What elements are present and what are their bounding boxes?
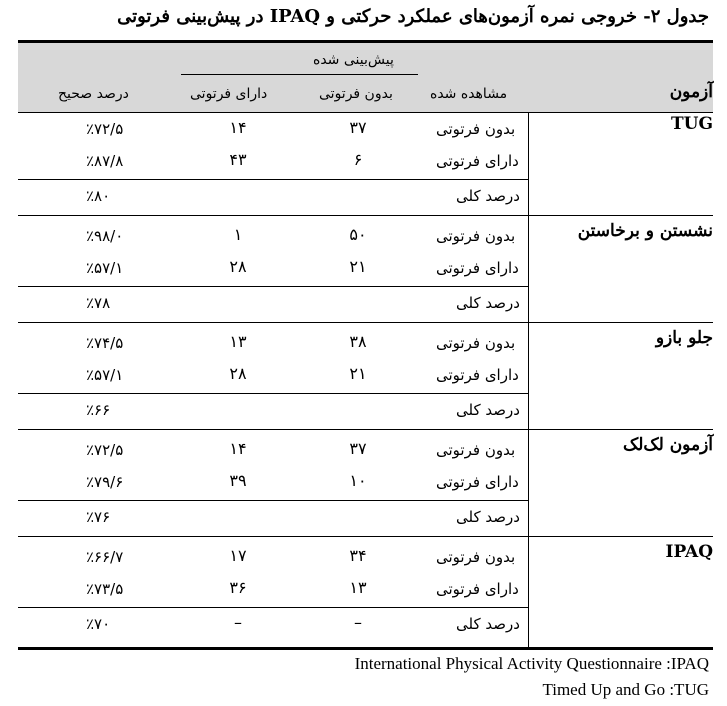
not-frail-count: ۶ — [353, 150, 363, 169]
group-separator — [18, 322, 713, 323]
overall-label: درصد کلی — [456, 401, 520, 419]
row-label: دارای فرتوتی — [436, 259, 519, 277]
not-frail-count: ۳۴ — [349, 546, 367, 565]
overall-label: درصد کلی — [456, 508, 520, 526]
test-name: جلو بازو — [655, 328, 713, 348]
overall-percent: ٪۷۸ — [86, 294, 111, 312]
row-label: دارای فرتوتی — [436, 152, 519, 170]
footnote-ipaq: International Physical Activity Questionnaire :IPAQ — [354, 654, 709, 673]
row-label: بدون فرتوتی — [436, 441, 516, 459]
overall-percent: ٪۷۶ — [86, 508, 111, 526]
correct-percent: ٪۶۶/۷ — [86, 548, 124, 566]
overall-rule — [18, 607, 528, 608]
overall-label: درصد کلی — [456, 187, 520, 205]
correct-percent: ٪۷۲/۵ — [86, 441, 124, 459]
frail-count: ۱۴ — [229, 439, 247, 458]
frail-count: ۳۹ — [229, 471, 247, 490]
frail-count: ۱ — [233, 225, 243, 244]
overall-rule — [18, 500, 528, 501]
header-not-frail: بدون فرتوتی — [319, 86, 393, 102]
overall-rule — [18, 393, 528, 394]
row-label: دارای فرتوتی — [436, 366, 519, 384]
group-separator — [18, 215, 713, 216]
frail-count: ۱۳ — [229, 332, 247, 351]
overall-frail: – — [234, 613, 242, 632]
overall-label: درصد کلی — [456, 294, 520, 312]
row-label: بدون فرتوتی — [436, 334, 516, 352]
frail-count: ۴۳ — [229, 150, 247, 169]
overall-label: درصد کلی — [456, 615, 520, 633]
overall-percent: ٪۷۰ — [86, 615, 111, 633]
not-frail-count: ۲۱ — [349, 364, 367, 383]
correct-percent: ٪۷۳/۵ — [86, 580, 124, 598]
header-predicted: پیش‌بینی شده — [313, 52, 394, 68]
test-name: نشستن و برخاستن — [577, 221, 713, 241]
row-label: دارای فرتوتی — [436, 580, 519, 598]
header-test: آزمون — [669, 82, 713, 102]
not-frail-count: ۳۷ — [349, 118, 367, 137]
frail-count: ۱۴ — [229, 118, 247, 137]
header-frail: دارای فرتوتی — [190, 86, 268, 102]
frail-count: ۲۸ — [229, 257, 247, 276]
row-label: بدون فرتوتی — [436, 227, 516, 245]
correct-percent: ٪۷۴/۵ — [86, 334, 124, 352]
header-bottom-rule — [18, 112, 713, 113]
correct-percent: ٪۵۷/۱ — [86, 366, 124, 384]
row-label: بدون فرتوتی — [436, 548, 516, 566]
not-frail-count: ۳۷ — [349, 439, 367, 458]
header-correct-percent: درصد صحیح — [58, 86, 129, 102]
overall-percent: ٪۶۶ — [86, 401, 111, 419]
correct-percent: ٪۸۷/۸ — [86, 152, 124, 170]
overall-not-frail: – — [354, 613, 362, 632]
overall-rule — [18, 286, 528, 287]
not-frail-count: ۲۱ — [349, 257, 367, 276]
not-frail-count: ۱۰ — [349, 471, 367, 490]
frail-count: ۲۸ — [229, 364, 247, 383]
test-column-divider — [528, 112, 529, 647]
frail-count: ۳۶ — [229, 578, 247, 597]
test-name: IPAQ — [665, 542, 713, 562]
overall-percent: ٪۸۰ — [86, 187, 111, 205]
header-observed: مشاهده شده — [430, 86, 508, 102]
table-bottom-rule — [18, 647, 713, 650]
group-separator — [18, 536, 713, 537]
row-label: بدون فرتوتی — [436, 120, 516, 138]
correct-percent: ٪۹۸/۰ — [86, 227, 124, 245]
predicted-underline — [181, 74, 418, 75]
overall-rule — [18, 179, 528, 180]
not-frail-count: ۵۰ — [349, 225, 367, 244]
footnote-tug: Timed Up and Go :TUG — [542, 680, 709, 699]
correct-percent: ٪۵۷/۱ — [86, 259, 124, 277]
group-separator — [18, 429, 713, 430]
frail-count: ۱۷ — [229, 546, 247, 565]
not-frail-count: ۱۳ — [349, 578, 367, 597]
not-frail-count: ۳۸ — [349, 332, 367, 351]
test-name: آزمون لک‌لک — [622, 435, 713, 455]
table-top-rule — [18, 40, 713, 43]
row-label: دارای فرتوتی — [436, 473, 519, 491]
correct-percent: ٪۷۹/۶ — [86, 473, 124, 491]
correct-percent: ٪۷۲/۵ — [86, 120, 124, 138]
table-caption: جدول ۲- خروجی نمره آزمون‌های عملکرد حرکتی و IPAQ در پیش‌بینی فرتوتی — [117, 6, 709, 27]
test-name: TUG — [671, 114, 713, 134]
